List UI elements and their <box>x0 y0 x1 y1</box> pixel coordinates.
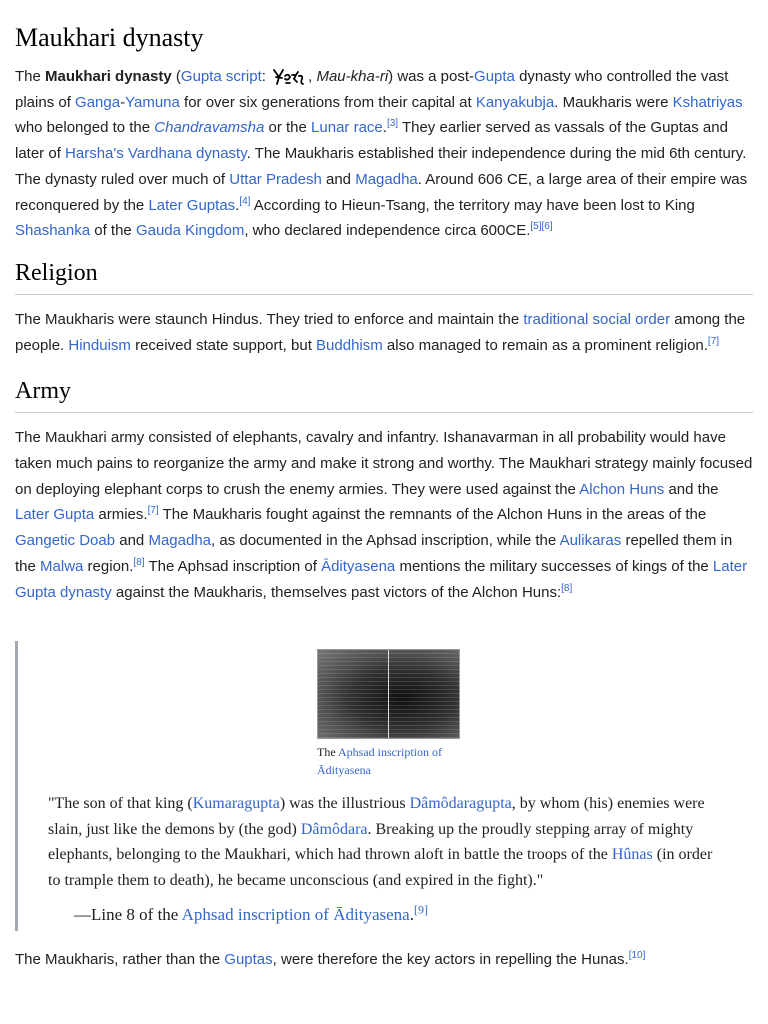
text: , who declared independence circa 600CE. <box>244 222 531 240</box>
link-guptas[interactable]: Guptas <box>224 951 273 969</box>
reference-link[interactable]: [7] <box>707 335 720 347</box>
link-aphsad-inscription[interactable]: Aphsad inscription of Ādityasena <box>317 745 442 778</box>
text: "The son of that king ( <box>48 795 193 813</box>
link-ganga[interactable]: Ganga <box>75 93 121 111</box>
link-traditional-social-order[interactable]: traditional social order <box>523 310 671 328</box>
link-hunas[interactable]: Hûnas <box>611 846 653 864</box>
quote-attribution <box>74 903 753 927</box>
reference-link[interactable]: [9] <box>413 902 428 917</box>
link-gupta[interactable]: Gupta <box>474 68 515 85</box>
text: and <box>321 170 356 188</box>
link-aulikaras[interactable]: Aulikaras <box>559 532 622 550</box>
link-buddhism[interactable]: Buddhism <box>316 336 383 354</box>
link-gangetic-doab[interactable]: Gangetic Doab <box>15 532 116 550</box>
link-gauda-kingdom[interactable]: Gauda Kingdom <box>135 222 245 240</box>
link-lunar-race[interactable]: Lunar race <box>311 119 383 137</box>
text: According to Hieun-Tsang, the territory may have been lost to King <box>250 196 695 214</box>
link-uttar-pradesh[interactable]: Uttar Pradesh <box>229 170 322 188</box>
quote-block <box>15 641 753 931</box>
text: and <box>115 532 149 550</box>
text: The <box>317 745 338 760</box>
link-harsha[interactable]: Harsha's Vardhana dynasty <box>65 145 247 163</box>
link-hinduism[interactable]: Hinduism <box>68 336 131 354</box>
link-malwa[interactable]: Malwa <box>40 557 84 575</box>
section-heading-army: Army <box>15 376 753 413</box>
text: ) was a post- <box>388 68 475 85</box>
text: , were therefore the key actors in repelling the Hunas. <box>272 951 629 969</box>
text: The Aphsad inscription of <box>144 557 322 575</box>
link-adityasena[interactable]: Ādityasena <box>321 557 396 575</box>
text: armies. <box>94 506 148 524</box>
text: ( <box>171 68 181 85</box>
link-gupta-script[interactable]: Gupta script <box>180 68 262 85</box>
text: repelled them in the <box>15 532 733 575</box>
image-divider <box>388 650 389 738</box>
text: , as documented in the Aphsad inscription, while the <box>211 532 560 550</box>
text: . <box>382 119 387 137</box>
text: region. <box>83 557 134 575</box>
link-magadha[interactable]: Magadha <box>355 170 418 188</box>
text: also managed to remain as a prominent religion. <box>382 336 708 354</box>
reference-link[interactable]: [4] <box>239 195 251 207</box>
reference-link[interactable]: [8] <box>561 582 573 594</box>
reference-link[interactable]: [3] <box>386 118 399 130</box>
link-chandravamsha[interactable] <box>154 119 264 136</box>
quote-text <box>48 791 753 893</box>
inscription-figure <box>317 649 459 779</box>
text: The Maukharis fought against the remnants of the Alchon Huns in the areas of the <box>158 506 707 524</box>
text: who belonged to the <box>15 119 155 137</box>
text: . Maukharis were <box>554 93 673 111</box>
text: and the <box>664 480 719 498</box>
link-later-gupta-dynasty[interactable]: Later Gupta dynasty <box>15 557 748 601</box>
link-damodaragupta[interactable]: Dâmôdaragupta <box>409 795 512 813</box>
text: . The Maukharis established their independence during the mid 6th century. The dynasty ruled over much of <box>15 145 747 188</box>
link-label: Chandravamsha <box>154 119 265 137</box>
text: (in order to trample them to death), he became unconscious (and expired in the fight)." <box>48 846 713 889</box>
reference-link[interactable]: [10] <box>628 950 646 962</box>
reference-link[interactable]: [6] <box>541 221 553 233</box>
text: The <box>15 68 46 85</box>
text: The Maukhari army consisted of elephants, cavalry and infantry. Ishanavarman in all probability would have taken much pains to reorganize the army and make it strong and worthy. The Maukhari strategy mainly focused on deploying elephant corps to crush the enemy armies. They were used against the <box>15 429 753 498</box>
text: . Around 606 CE, a large area of their empire was reconquered by the <box>15 170 748 214</box>
text: : <box>261 68 271 85</box>
gupta-script-glyph <box>272 67 306 87</box>
text: - <box>120 93 126 111</box>
closing-paragraph <box>15 947 753 973</box>
text: received state support, but <box>130 336 317 354</box>
italic-term: Mau-kha-ri <box>316 68 389 85</box>
link-yamuna[interactable]: Yamuna <box>125 93 180 111</box>
figure-caption <box>317 743 459 779</box>
reference-link[interactable]: [7] <box>147 505 159 517</box>
text: . <box>235 196 240 214</box>
link-damodara[interactable]: Dâmôdara <box>300 820 368 838</box>
text: ) was the illustrious <box>279 795 410 813</box>
intro-paragraph <box>15 64 753 244</box>
link-later-gupta[interactable]: Later Gupta <box>15 506 95 524</box>
text: mentions the military successes of kings of the <box>395 557 713 575</box>
text: or the <box>264 119 312 137</box>
text: among the people. <box>15 310 746 354</box>
text: dynasty who controlled the vast plains of <box>15 68 729 111</box>
inscription-image[interactable] <box>317 649 460 739</box>
text: for over six generations from their capital at <box>179 93 476 111</box>
text: against the Maukharis, themselves past victors of the Alchon Huns: <box>111 583 562 601</box>
text: of the <box>90 222 136 240</box>
link-kumaragupta[interactable]: Kumaragupta <box>192 795 280 813</box>
text: They earlier served as vassals of the Guptas and later of <box>15 119 728 163</box>
army-paragraph <box>15 425 753 605</box>
page-title: Maukhari dynasty <box>15 23 204 52</box>
link-kanyakubja[interactable]: Kanyakubja <box>475 93 555 111</box>
link-alchon-huns[interactable]: Alchon Huns <box>579 480 665 498</box>
text: —Line 8 of the <box>74 905 182 925</box>
text: The Maukharis were staunch Hindus. They tried to enforce and maintain the <box>15 310 524 328</box>
text: . Breaking up the proudly stepping array of mighty elephants, belonging to the Maukhari, which had thrown aloft in battle the troops of the <box>48 820 694 864</box>
bold-term: Maukhari dynasty <box>45 68 172 85</box>
text: , by whom (his) enemies were slain, just like the demons by (the god) <box>48 795 705 838</box>
link-magadha[interactable]: Magadha <box>148 532 212 550</box>
link-kshatriyas[interactable]: Kshatriyas <box>672 93 743 111</box>
link-aphsad-inscription-attrib[interactable]: Aphsad inscription of Ādityasena <box>181 905 410 925</box>
text: . <box>409 905 414 925</box>
reference-link[interactable]: [8] <box>133 556 145 568</box>
reference-link[interactable]: [5] <box>530 221 542 233</box>
link-later-guptas[interactable]: Later Guptas <box>148 196 236 214</box>
section-heading-religion: Religion <box>15 258 753 295</box>
text: The Maukharis, rather than the <box>15 951 225 969</box>
religion-paragraph <box>15 307 753 358</box>
text: , <box>308 68 317 85</box>
link-shashanka[interactable]: Shashanka <box>15 222 91 240</box>
